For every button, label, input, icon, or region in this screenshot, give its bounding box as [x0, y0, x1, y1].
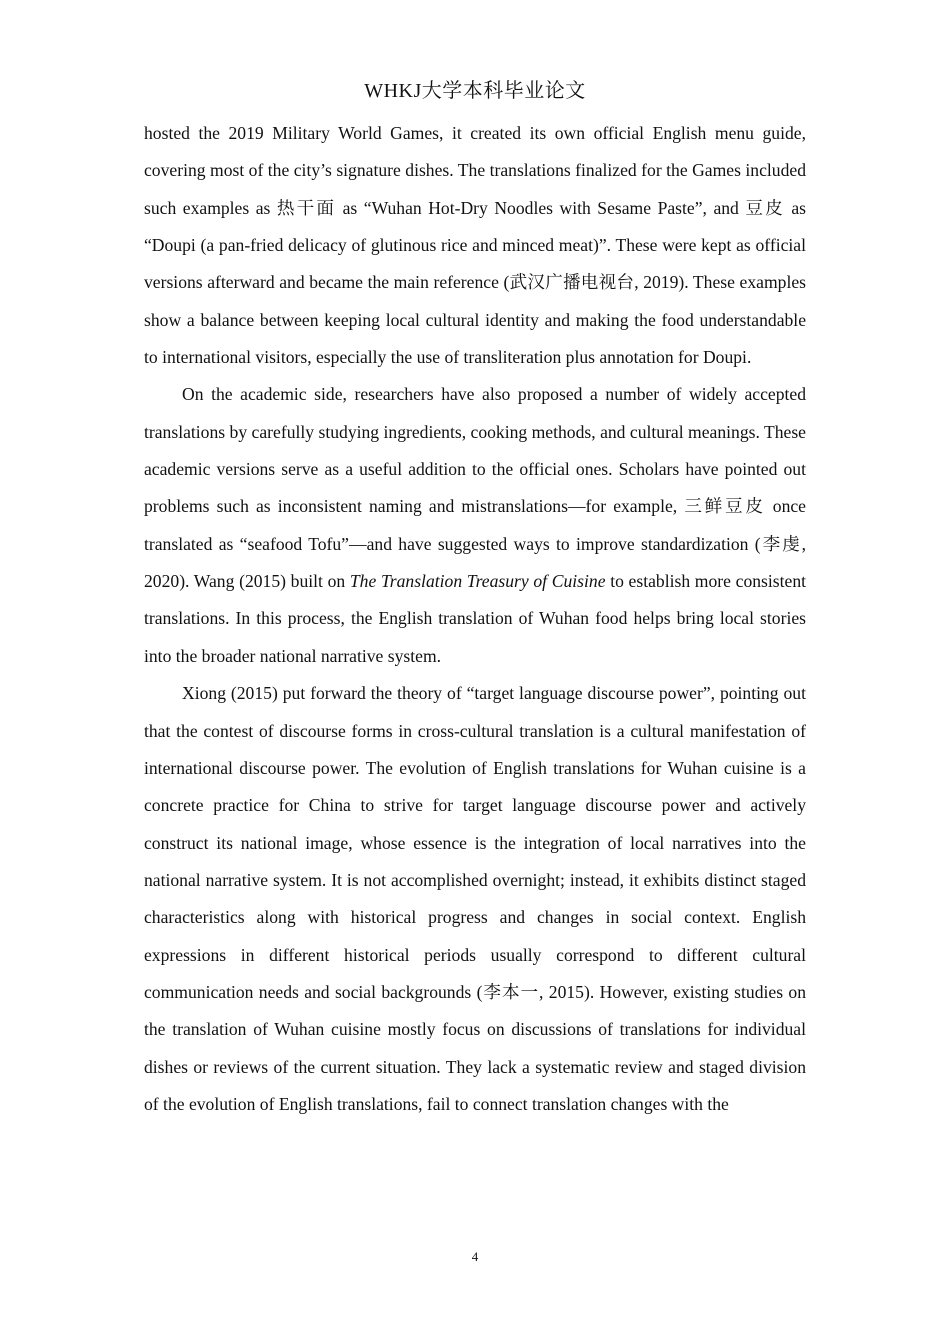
- paragraph-1-text: hosted the 2019 Military World Games, it created its own official English menu guide, covering most of the city’s signature dishes. The translations finalized for the Games included such examples as 热干面 as “Wuhan Hot-Dry Noodles with Sesame Paste”, and 豆皮 as “Doupi (a pan-fried delicacy of glutinous rice and minced meat)”. These were kept as official versions afterward and became the main reference (武汉广播电视台, 2019). These examples show a balance between keeping local cultural identity and making the food understandable to international visitors, especially the use of transliteration plus annotation for Doupi.: [144, 123, 806, 368]
- paragraph-2: [144, 376, 806, 675]
- paragraph-3: [144, 675, 806, 1123]
- paragraph-1: [144, 115, 806, 376]
- paragraph-2-text-b: to establish more consistent translations. In this process, the English translation of Wuhan food helps bring local stories into the broader national narrative system.: [144, 571, 807, 666]
- paragraph-2-text-a: On the academic side, researchers have also proposed a number of widely accepted translations by carefully studying ingredients, cooking methods, and cultural meanings. These academic versions serve as a useful addition to the official ones. Scholars have pointed out problems such as inconsistent naming and mistranslations—for example, 三鲜豆皮 once translated as “seafood Tofu”—and have suggested ways to improve standardization (李虔, 2020). Wang (2015) built on: [144, 384, 806, 592]
- running-header: WHKJ大学本科毕业论文: [364, 80, 586, 102]
- body-text: [144, 115, 806, 1123]
- page-number: 4: [471, 1249, 479, 1264]
- paragraph-3-text: Xiong (2015) put forward the theory of “target language discourse power”, pointing out that the contest of discourse forms in cross-cultural translation is a cultural manifestation of international discourse power. The evolution of English translations for Wuhan cuisine is a concrete practice for China to strive for target language discourse power and actively construct its national image, whose essence is the integration of local narratives into the national narrative system. It is not accomplished overnight; instead, it exhibits distinct staged characteristics along with historical progress and changes in social context. English expressions in different historical periods usually correspond to different cultural communication needs and social backgrounds (李本一, 2015). However, existing studies on the translation of Wuhan cuisine mostly focus on discussions of translations for individual dishes or reviews of the current situation. They lack a systematic review and staged division of the evolution of English translations, fail to connect translation changes with the: [144, 683, 806, 1114]
- book-title: The Translation Treasury of Cuisine: [349, 571, 606, 592]
